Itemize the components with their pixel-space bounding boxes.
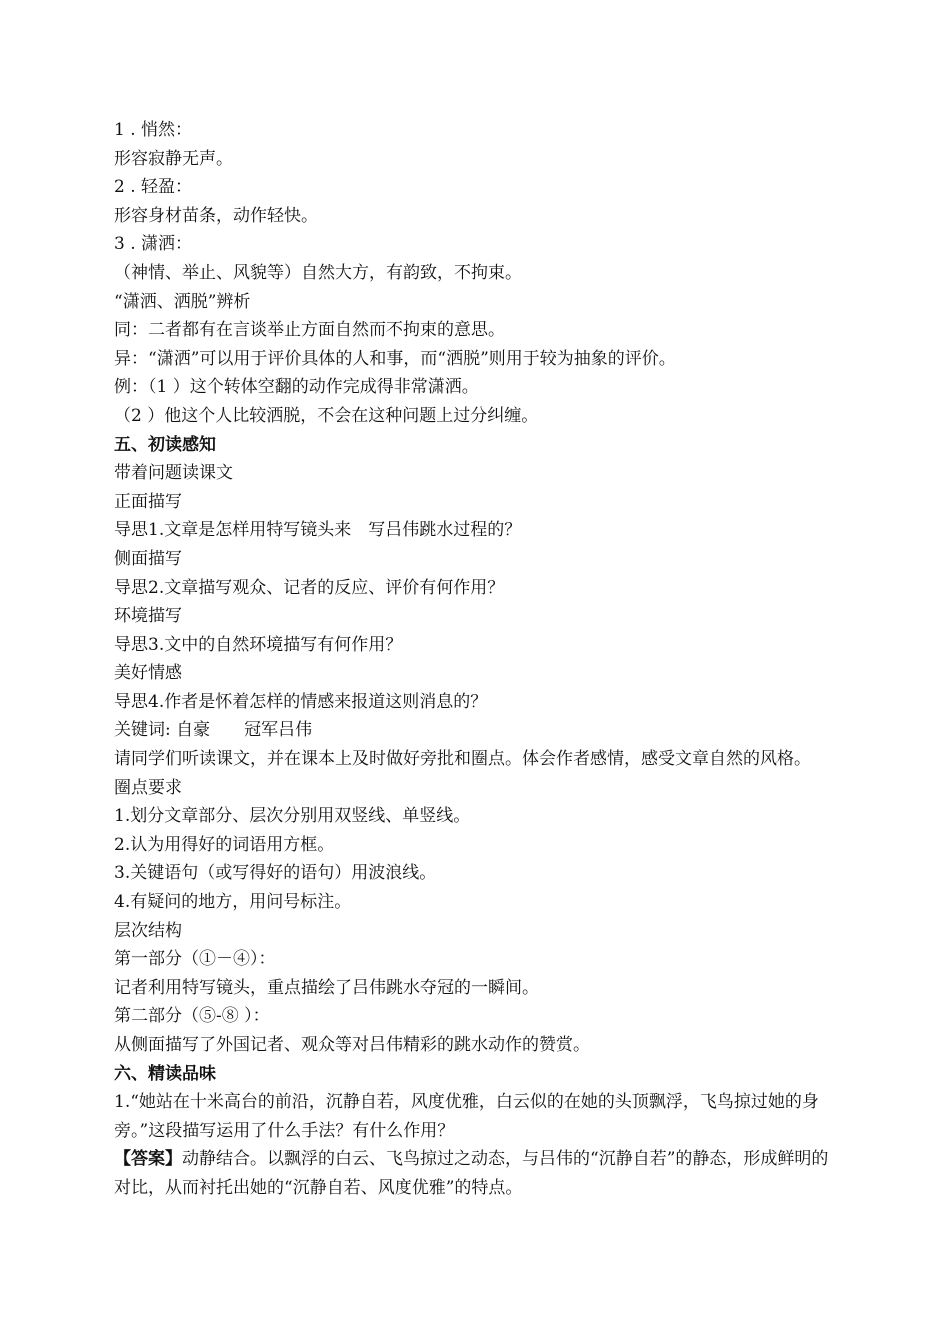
guide-question-1: 导思1.文章是怎样用特写镜头来 写吕伟跳水过程的？ (114, 520, 522, 541)
part-2-description: 从侧面描写了外国记者、观众等对吕伟精彩的跳水动作的赞赏。 (114, 1035, 590, 1055)
distinction-same: 同：二者都有在言谈举止方面自然而不拘束的意思。 (114, 320, 505, 341)
reading-instruction: 请同学们听读课文，并在课本上及时做好旁批和圈点。体会作者感情，感受文章自然的风格。 (114, 749, 811, 770)
guide-question-2: 导思2.文章描写观众、记者的反应、评价有何作用？ (114, 577, 505, 598)
mark-requirement-2: 2.认为用得好的词语用方框。 (114, 834, 335, 855)
part-1-description: 记者利用特写镜头，重点描绘了吕伟跳水夺冠的一瞬间。 (114, 977, 539, 998)
vocab-term-1: 1 . 悄然： (114, 120, 193, 140)
distinction-diff: 异：“潇洒”可以用于评价具体的人和事，而“洒脱”则用于较为抽象的评价。 (114, 348, 676, 369)
guide-question-3: 导思3.文中的自然环境描写有何作用？ (114, 634, 403, 655)
document-page (114, 116, 844, 1203)
distinction-example-2: （2 ）他这个人比较洒脱，不会在这种问题上过分纠缠。 (114, 405, 539, 426)
guide-question-4: 导思4.作者是怀着怎样的情感来报道这则消息的？ (114, 691, 488, 712)
keywords: 关键词: 自豪 冠军吕伟 (114, 720, 313, 741)
guide-label-2: 侧面描写 (114, 548, 182, 569)
mark-requirement-4: 4.有疑问的地方，用问号标注。 (114, 892, 352, 913)
distinction-title: “潇洒、洒脱”辨析 (114, 291, 251, 312)
vocab-def-3: （神情、举止、风貌等）自然大方，有韵致，不拘束。 (114, 262, 522, 283)
section-5-heading: 五、初读感知 (114, 434, 216, 455)
guide-label-1: 正面描写 (114, 491, 182, 512)
vocab-def-1: 形容寂静无声。 (114, 148, 233, 169)
close-reading-question: 1.“她站在十米高台的前沿，沉静自若，风度优雅，白云似的在她的头顶飘浮，飞鸟掠过她的身旁。”这段描写运用了什么手法？有什么作用？ (114, 1092, 819, 1141)
section-6-heading: 六、精读品味 (114, 1063, 216, 1084)
answer-label: 【答案】 (114, 1149, 182, 1170)
vocab-term-2: 2 . 轻盈： (114, 177, 193, 198)
vocab-def-2: 形容身材苗条，动作轻快。 (114, 205, 318, 226)
guide-label-3: 环境描写 (114, 606, 182, 627)
vocab-term-3: 3 . 潇洒： (114, 234, 193, 255)
distinction-example-1: 例：（1 ）这个转体空翻的动作完成得非常潇洒。 (114, 377, 479, 398)
mark-requirements-title: 圈点要求 (114, 777, 182, 798)
part-1-title: 第一部分（①－④）： (114, 949, 276, 970)
mark-requirement-3: 3.关键语句（或写得好的语句）用波浪线。 (114, 863, 437, 884)
part-2-title: 第二部分（⑤-⑧ ）： (114, 1006, 270, 1027)
answer-paragraph (114, 1145, 844, 1202)
mark-requirement-1: 1.划分文章部分、层次分别用双竖线、单竖线。 (114, 806, 471, 827)
guide-label-4: 美好情感 (114, 663, 182, 684)
section-5-intro: 带着问题读课文 (114, 463, 233, 484)
structure-title: 层次结构 (114, 920, 182, 941)
answer-text: 动静结合。以飘浮的白云、飞鸟掠过之动态，与吕伟的“沉静自若”的静态，形成鲜明的对比，从而衬托出她的“沉静自若、风度优雅”的特点。 (114, 1149, 829, 1198)
